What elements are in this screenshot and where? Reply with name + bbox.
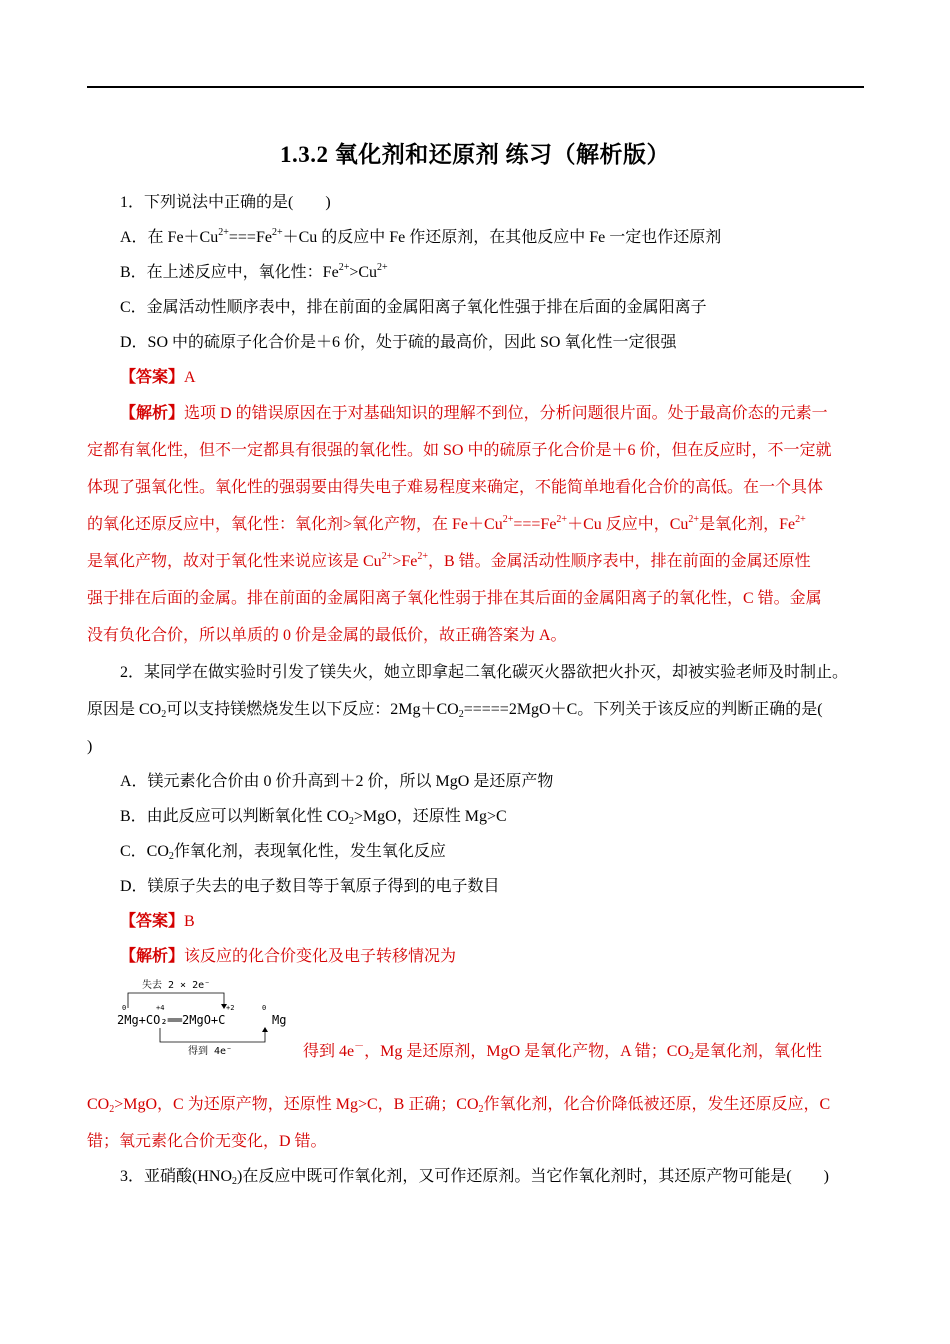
lose-bracket bbox=[128, 993, 224, 1008]
q2-option-a: A．镁元素化合价由 0 价升高到＋2 价，所以 MgO 是还原产物 bbox=[120, 773, 554, 790]
q2-analysis-line3: 错；氧元素化合价无变化，D 错。 bbox=[87, 1133, 327, 1150]
q2-option-c: C．$CO_2$作氧化剂，表现氧化性，发生氧化反应 bbox=[120, 843, 446, 862]
q1-option-b: B．在上述反应中，氧化性：$Fe^{2+}>Cu^{2+}$ bbox=[120, 262, 388, 281]
q2-answer: 【答案】B bbox=[120, 913, 195, 930]
q2-analysis-intro: 【解析】该反应的化合价变化及电子转移情况为 bbox=[120, 948, 457, 965]
gain-bracket bbox=[160, 1028, 265, 1042]
q1-option-a: A．在 $Fe+Cu^{2+}===Fe^{2+}+Cu$ 的反应中 Fe 作还原剂，在其他反应中 Fe 一定也作还原剂 bbox=[120, 227, 722, 246]
q2-stem-line1: 2．某同学在做实验时引发了镁失火，她立即拿起二氧化碳灭火器欲把火扑灭，却被实验老师及时制止。 bbox=[120, 664, 849, 681]
q1-option-d: D．SO 中的硫原子化合价是＋6 价，处于硫的最高价，因此 SO 氧化性一定很强 bbox=[120, 334, 677, 351]
gain-arrowhead bbox=[262, 1027, 268, 1032]
q1-analysis-line6: 强于排在后面的金属。排在前面的金属阳离子氧化性弱于排在其后面的金属阳离子的氧化性，C 错。金属 bbox=[87, 590, 822, 607]
q1-analysis-line1: 【解析】选项 D 的错误原因在于对基础知识的理解不到位，分析问题很片面。处于最高价态的元素一 bbox=[120, 405, 828, 422]
q1-analysis-line4: 的氧化还原反应中，氧化性：氧化剂>氧化产物，在 $Fe+Cu^{2+}===Fe^{2+}+Cu$ 反应中，$Cu^{2+}$是氧化剂，$Fe^{2+}$ bbox=[87, 514, 806, 533]
q2-stem-line2: 原因是 $CO_2$可以支持镁燃烧发生以下反应：$2Mg+CO_2=====2MgO+C$。下列关于该反应的判断正确的是( bbox=[87, 701, 823, 720]
valence-mg-product: +2 bbox=[226, 1004, 235, 1012]
q1-stem: 1．下列说法中正确的是( ) bbox=[120, 194, 331, 211]
q3-stem: 3．亚硝酸$(HNO_2)$在反应中既可作氧化剂，又可作还原剂。当它作氧化剂时，其还原产物可能是( ) bbox=[120, 1168, 829, 1187]
valence-c-reactant: +4 bbox=[156, 1004, 165, 1012]
diagram-gain-label: 得到 4e⁻ bbox=[188, 1046, 233, 1057]
q1-analysis-line3: 体现了强氧化性。氧化性的强弱要由得失电子难易程度来确定，不能简单地看化合价的高低。在一个具体 bbox=[87, 479, 824, 496]
valence-c-product: 0 bbox=[262, 1004, 267, 1012]
q2-option-d: D．镁原子失去的电子数目等于氧原子得到的电子数目 bbox=[120, 878, 500, 895]
q1-answer: 【答案】A bbox=[120, 369, 196, 386]
electron-transfer-diagram bbox=[112, 978, 302, 1058]
header-rule bbox=[87, 86, 864, 88]
q1-analysis-line2: 定都有氧化性，但不一定都具有很强的氧化性。如 SO 中的硫原子化合价是＋6 价，但在反应时，不一定就 bbox=[87, 442, 832, 459]
q2-analysis-line2: $CO_2>MgO$，C 为还原产物，还原性 Mg>C，B 正确；$CO_2$作氧化剂，化合价降低被还原，发生还原反应，C bbox=[87, 1096, 831, 1115]
diagram-equation: 2Mg+CO₂══2MgO+C bbox=[117, 1013, 226, 1027]
q1-option-c: C．金属活动性顺序表中，排在前面的金属阳离子氧化性强于排在后面的金属阳离子 bbox=[120, 299, 707, 316]
diagram-lose-label: 失去 2 × 2e⁻ bbox=[142, 980, 211, 991]
q1-analysis-line7: 没有负化合价，所以单质的 0 价是金属的最低价，故正确答案为 A。 bbox=[87, 627, 567, 644]
diagram-mg-tail: Mg bbox=[272, 1013, 287, 1027]
valence-mg: 0 bbox=[122, 1004, 127, 1012]
q2-analysis-line1: 得到 4e－，Mg 是还原剂，MgO 是氧化产物，A 错；$CO_2$是氧化剂，氧化性 bbox=[303, 1041, 823, 1062]
q2-option-b: B．由此反应可以判断氧化性 $CO_2>MgO$，还原性 Mg>C bbox=[120, 808, 507, 827]
q2-stem-line3: ) bbox=[87, 738, 93, 755]
q1-analysis-line5: 是氧化产物，故对于氧化性来说应该是 $Cu^{2+}>Fe^{2+}$，B 错。金属活动性顺序表中，排在前面的金属还原性 bbox=[87, 551, 811, 570]
page-title: 1.3.2 氧化剂和还原剂 练习（解析版） bbox=[280, 142, 670, 167]
